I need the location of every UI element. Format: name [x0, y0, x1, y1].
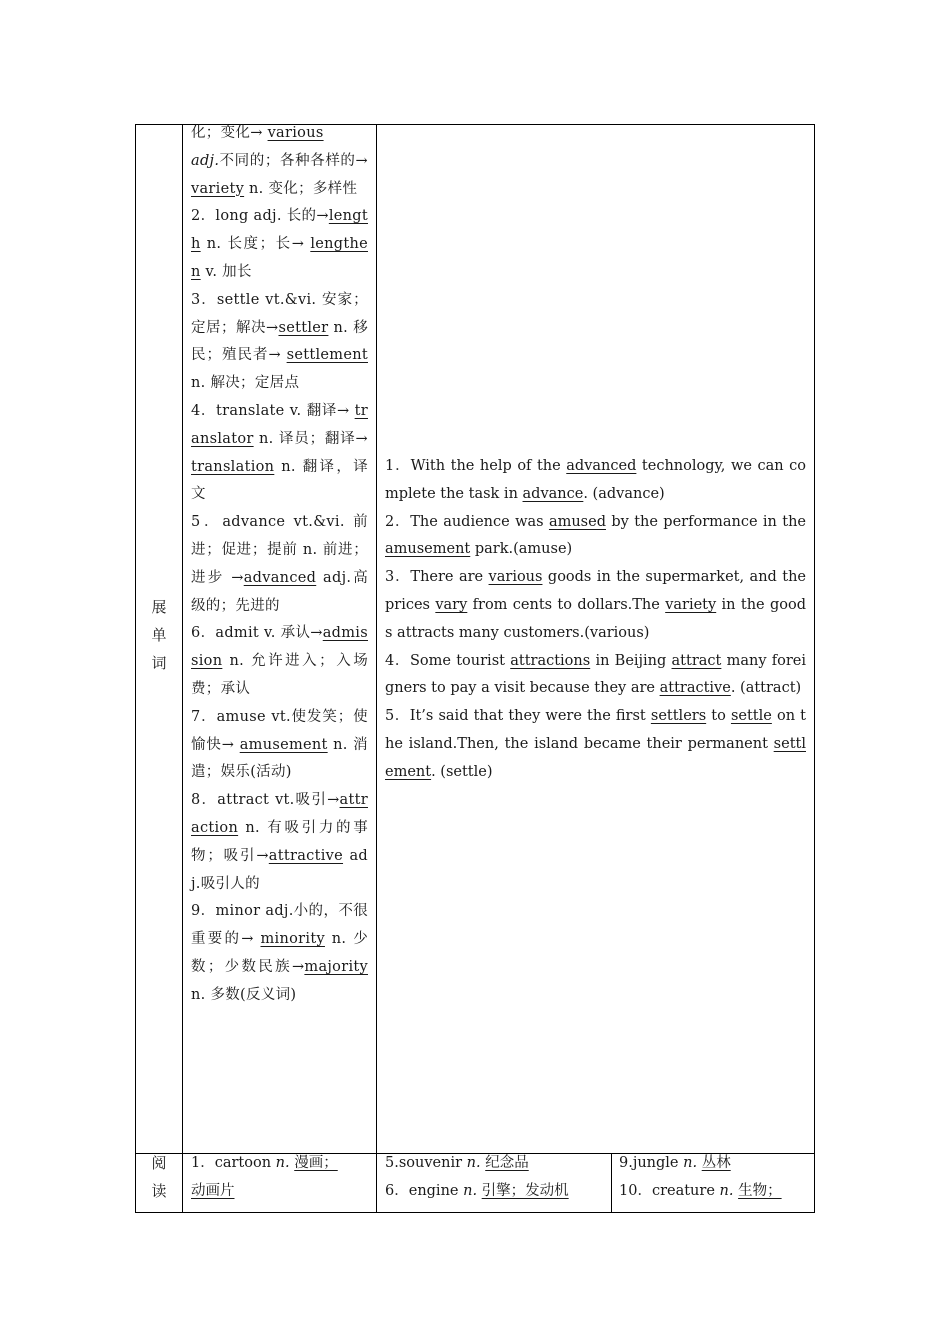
exercise-sentence: 1．With the help of the advanced technology, we can complete the task in advance. (advance) [385, 458, 806, 502]
list-item: 6．admit v. 承认→admission n. 允许进入；入场费；承认 [191, 625, 368, 697]
row-label-char: 阅 [151, 1154, 167, 1172]
list-item: 9.jungle n. 丛林 10．creature n. 生物； [619, 1155, 782, 1199]
row-label-char: 词 [151, 653, 167, 672]
list-item: 2．long adj. 长的→length n. 长度；长→ lengthen v. 加长 [191, 208, 368, 280]
list-item: 1．cartoon n. 漫画； 动画片 [191, 1155, 338, 1199]
row-label-char: 展 [151, 598, 167, 616]
reading-cell-3 [619, 1150, 809, 1206]
exercise-sentences [385, 453, 806, 787]
list-item: 4．translate v. 翻译→ translator n. 译员；翻译→translation n. 翻译，译文 [191, 402, 368, 503]
row-label-char: 读 [151, 1181, 167, 1200]
row-label-reading [137, 1150, 181, 1206]
exercise-sentence: 2．The audience was amused by the performance in the amusement park.(amuse) [385, 513, 807, 558]
word-formation-column [191, 120, 368, 1010]
table-divider [182, 124, 183, 1213]
exercise-sentence: 4．Some tourist attractions in Beijing attract many foreigners to pay a visit because they are attractive. (attract) [385, 652, 807, 697]
table-divider [376, 124, 377, 1213]
list-item: 8．attract vt.吸引→attraction n. 有吸引力的事物；吸引→attractive adj.吸引人的 [191, 792, 369, 892]
exercise-sentence: 3．There are various goods in the supermarket, and the prices vary from cents to dollars.The variety in the goods attracts many customers.(various) [385, 569, 807, 641]
list-item: 化；变化→ various adj.不同的；各种各样的→variety n. 变化；多样性 [191, 125, 368, 197]
list-item: 7．amuse vt.使发笑；使愉快→ amusement n. 消遣；娱乐(活动) [191, 708, 368, 781]
list-item: 5.souvenir n. 纪念品 6．engine n. 引擎；发动机 [385, 1155, 569, 1199]
list-item: 5．advance vt.&vi. 前进；促进；提前 n. 前进；进步 →advanced adj.高级的；先进的 [191, 514, 368, 614]
list-item: 9．minor adj.小的，不很重要的→ minority n. 少数；少数民族→majority n. 多数(反义词) [191, 903, 368, 1003]
exercise-sentence: 5．It’s said that they were the first settlers to settle on the island.Then, the island became their permanent settlement. (settle) [385, 708, 806, 780]
row-label-vocabulary [137, 594, 181, 677]
reading-cell-1 [191, 1150, 368, 1206]
row-label-char: 单 [151, 625, 167, 644]
reading-cell-2 [385, 1150, 607, 1206]
table-divider [611, 1153, 612, 1213]
list-item: 3．settle vt.&vi. 安家；定居；解决→settler n. 移民；殖民者→ settlement n. 解决；定居点 [191, 291, 368, 392]
